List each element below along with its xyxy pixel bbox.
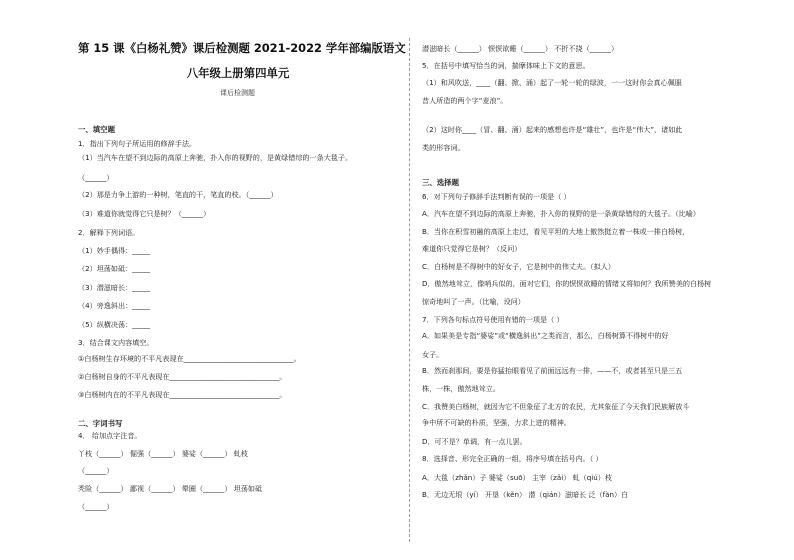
- question-line: D．可不是？单调，有一点儿罢。: [422, 437, 527, 446]
- question-line: （4）旁逸斜出：_____: [78, 301, 150, 310]
- question-line: 昔人所造的两个字“麦浪”。: [422, 96, 508, 105]
- question-line: 3．结合课文内容填空。: [78, 338, 154, 347]
- question-line: 8．选择音、形完全正确的一组，将序号填在括号内。（ ）: [422, 454, 603, 463]
- question-line: （2）这时你____（冒、翻、涌）起来的感想也许是“雄壮”，也许是“伟大”，诸如此: [422, 125, 683, 134]
- question-line: 难道你只觉得它是树？（反问）: [422, 244, 522, 253]
- question-line: 7．下列各句标点符号使用有错的一项是（ ）: [422, 315, 564, 324]
- question-line: （1）当汽车在望不到边际的高原上奔驰，扑入你的视野的，是黄绿错综的一条大毯子。: [78, 153, 353, 162]
- page-subtitle: 课后检测题: [220, 89, 255, 97]
- question-line: 1．指出下列句子所运用的修辞手法。: [78, 139, 197, 148]
- question-line: 争中所不可缺的朴质，坚强，力求上进的精神。: [422, 418, 571, 427]
- question-line: 惊奇地叫了一声。（比喻，设问）: [422, 297, 525, 306]
- question-line: （3）难道你就觉得它只是树？（______）: [78, 209, 211, 218]
- question-line: ③白杨树内在的不平凡表现在_______________________________。: [78, 390, 287, 399]
- question-line: （3）潜滋暗长：_____: [78, 283, 150, 292]
- question-line: C．白杨树是不得树中的好女子，它是树中的伟丈夫。（拟人）: [422, 262, 615, 271]
- question-line: 潜滋暗长（______） 恹恹欲睡（______） 不折不挠（______）: [422, 44, 619, 53]
- question-line: 6．对下列句子修辞手法判断有误的一项是（ ）: [422, 192, 571, 201]
- question-line: （______）: [78, 173, 114, 182]
- page-title-line1: 第 15 课《白杨礼赞》课后检测题 2021-2022 学年部编版语文: [78, 41, 406, 55]
- question-line: （2）坦荡如砥：_____: [78, 264, 150, 273]
- question-line: A．如果美是专指“婆娑”或“横逸斜出”之类而言，那么，白杨树算不得树中的好: [422, 331, 669, 340]
- question-line: （______）: [78, 502, 114, 511]
- section-heading: 三、选择题: [422, 178, 459, 187]
- question-line: 株，一株，傲然地耸立。: [422, 384, 501, 393]
- question-line: （1）妙手偶得：_____: [78, 246, 150, 255]
- question-line: C．我赞美白杨树，就因为它不但象征了北方的农民，尤其象征了今天我们民族解放斗: [422, 402, 690, 411]
- section-heading: 二、字词书写: [78, 419, 123, 428]
- question-line: D．傲然地耸立，像哨兵似的，面对它们，你的恹恹欲睡的情绪又将如何？我所赞美的白杨树: [422, 279, 712, 288]
- page-title-line2: 八年级上册第四单元: [186, 66, 290, 80]
- question-line: ①白杨树生存环境的不平凡表现在_______________________________。: [78, 354, 301, 363]
- question-line: （______）: [78, 466, 114, 475]
- question-line: 4． 给加点字注音。: [78, 431, 142, 440]
- question-line: （2）那是力争上游的一种树，笔直的干，笔直的枝。（______）: [78, 190, 278, 199]
- question-line: 秃险（______） 鄙视（______） 晕圈（______） 坦荡如砥: [78, 484, 263, 493]
- question-line: 2．解释下列词语。: [78, 228, 140, 237]
- question-line: B．当你在积雪初融的高原上走过，看见平坦的大地上傲然挺立着一株或一排白杨树，: [422, 227, 690, 236]
- question-line: （5）纵横决荡：_____: [78, 320, 150, 329]
- column-divider: [409, 38, 410, 542]
- question-line: （1）和风吹送，____（翻、掀、涌）起了一轮一轮的绿波，一一这时你会真心佩服: [422, 78, 682, 87]
- question-line: B．无边无垠（yí） 开垦（kěn） 潜（qián）滋暗长 泛（fàn）白: [422, 490, 629, 499]
- question-line: B．然而刹那间，要是你猛抬眼看见了前面远远有一排，——不，或者甚至只是三五: [422, 366, 683, 375]
- question-line: A．大毯（zhǎn）子 婆娑（suō） 主宰（zǎi） 虬（qiú）枝: [422, 473, 612, 482]
- question-line: 丫枝（______） 倔强（______） 婆娑（______） 虬枝: [78, 449, 248, 458]
- question-line: A．汽车在望不到边际的高原上奔驰，扑入你的视野的是一条黄绿错综的大毯子。（比喻）: [422, 209, 700, 218]
- question-line: 女子。: [422, 350, 444, 359]
- question-line: ②白杨树自身的不平凡表现在_______________________________。: [78, 372, 287, 381]
- section-heading: 一、填空题: [78, 125, 115, 134]
- question-line: 5．在括号中填写恰当的词，揣摩体味上下文的意思。: [422, 61, 590, 70]
- question-line: 类的形容词。: [422, 143, 465, 152]
